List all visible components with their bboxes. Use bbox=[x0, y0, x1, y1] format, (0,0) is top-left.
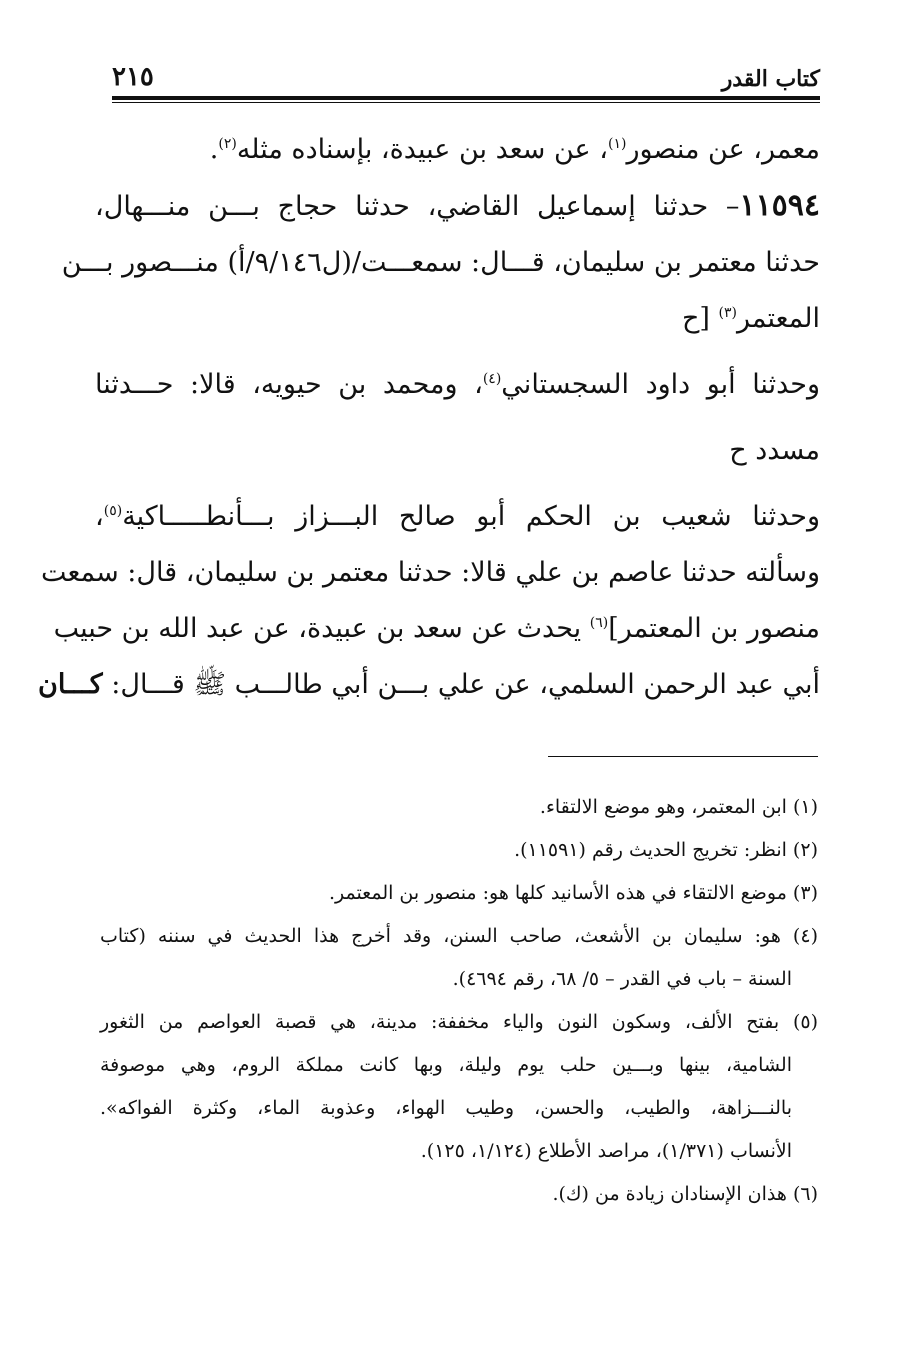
book-title: كتاب القدر bbox=[721, 66, 820, 92]
text-line-5 bbox=[95, 357, 820, 413]
footnote-ref-2: (٢) bbox=[218, 136, 237, 152]
text-segment: ، عن سعد بن عبيدة، بإسناده مثله bbox=[236, 134, 608, 165]
running-header bbox=[112, 64, 820, 92]
footnote-6: (٦) هذان الإسنادان زيادة من (ك). bbox=[552, 1183, 818, 1205]
text-line-9 bbox=[53, 601, 820, 657]
text-segment: ، ومحمد بن حيويه، قالا: حـــدثنا bbox=[95, 369, 483, 400]
footnote-4-cont: السنة – باب في القدر – ٥/ ٦٨، رقم ٤٦٩٤). bbox=[452, 968, 792, 990]
footnote-ref-4: (٤) bbox=[482, 371, 502, 387]
header-rule-thick bbox=[112, 96, 820, 100]
footnotes bbox=[100, 786, 818, 1216]
main-text bbox=[38, 122, 820, 713]
text-line-4 bbox=[95, 291, 820, 347]
text-line-8: وسألته حدثنا عاصم بن علي قالا: حدثنا معتمر بن سليمان، قال: سمعت bbox=[40, 557, 820, 588]
text-line-3: حدثنا معتمر بن سليمان، قـــال: سمعـــت/(ل٩/١٤٦/أ) منـــصور بـــن bbox=[61, 247, 820, 278]
footnote-ref-3: (٣) bbox=[718, 305, 737, 321]
text-line-10 bbox=[38, 657, 820, 713]
header-rule-thin bbox=[112, 102, 820, 103]
text-segment: [ح bbox=[681, 303, 719, 334]
text-line-1 bbox=[95, 122, 820, 178]
footnote-2: (٢) انظر: تخريج الحديث رقم (١١٥٩١). bbox=[514, 839, 818, 861]
footnote-ref-6: (٦) bbox=[589, 615, 609, 631]
text-segment: منصور بن المعتمر] bbox=[608, 613, 820, 644]
text-segment: معمر، عن منصور bbox=[626, 134, 820, 165]
footnote-5-cont-2: بالنـــزاهة، والطيب، والحسن، وطيب الهواء، وعذوبة الماء، وكثرة الفواكه». bbox=[100, 1097, 792, 1119]
text-segment-bold: كـــان bbox=[38, 669, 103, 700]
text-segment: وحدثنا أبو داود السجستاني bbox=[501, 369, 820, 400]
footnote-ref-5: (٥) bbox=[103, 503, 123, 519]
text-segment: وحدثنا شعيب بن الحكم أبو صالح البـــزاز بـــأنطـــــاكية bbox=[122, 501, 820, 532]
footnote-separator bbox=[548, 756, 818, 757]
text-segment: يحدث عن سعد بن عبيدة، عن عبد الله بن حبيب bbox=[53, 613, 590, 644]
text-segment: المعتمر bbox=[736, 303, 820, 334]
hadith-number: ١١٥٩٤ bbox=[739, 188, 820, 223]
text-segment: ، bbox=[95, 501, 104, 532]
footnote-1: (١) ابن المعتمر، وهو موضع الالتقاء. bbox=[539, 796, 818, 818]
page-number: ٢١٥ bbox=[112, 62, 154, 92]
text-line-6: مسدد ح bbox=[729, 435, 820, 466]
footnote-5: (٥) بفتح الألف، وسكون النون والياء مخففة: مدينة، هي قصبة العواصم من الثغور bbox=[100, 1011, 818, 1033]
text-segment: أبي عبد الرحمن السلمي، عن علي بـــن أبي طالـــب ﷺ قـــال: bbox=[102, 669, 820, 700]
footnote-3: (٣) موضع الالتقاء في هذه الأسانيد كلها هو: منصور بن المعتمر. bbox=[328, 882, 818, 904]
footnote-4: (٤) هو: سليمان بن الأشعث، صاحب السنن، وقد أخرج هذا الحديث في سننه (كتاب bbox=[100, 925, 818, 947]
footnote-5-cont-1: الشامية، بينها وبـــين حلب يوم وليلة، وبها كانت مملكة الروم، وهي موصوفة bbox=[100, 1054, 792, 1076]
text-line-2 bbox=[95, 178, 820, 235]
text-segment: – حدثنا إسماعيل القاضي، حدثنا حجاج بـــن منـــهال، bbox=[95, 191, 740, 222]
footnote-5-cont-3: الأنساب (١/٣٧١)، مراصد الأطلاع (١/١٢٤، ١٢٥). bbox=[420, 1140, 792, 1162]
footnote-ref-1: (١) bbox=[607, 136, 627, 152]
text-line-7 bbox=[95, 489, 820, 545]
text-segment: . bbox=[209, 134, 219, 165]
